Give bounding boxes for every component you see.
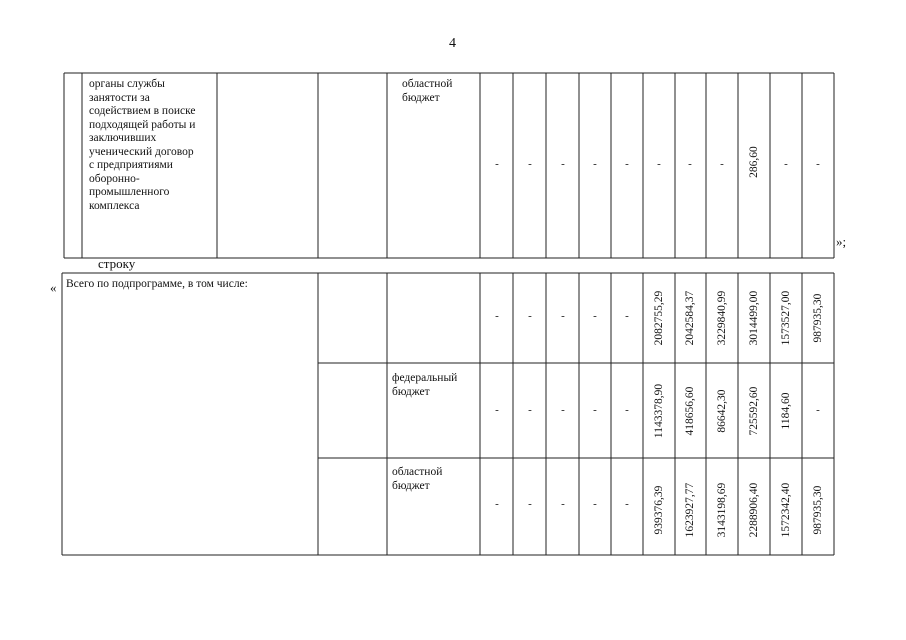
table2-row1-value: 2042584,37 (684, 290, 696, 346)
program-measure-description (89, 78, 195, 213)
table2-row2-dash: - (593, 404, 597, 416)
closing-quote-mark: »; (836, 234, 847, 249)
table1-value-dash: - (784, 158, 788, 170)
table2-row1-dash: - (495, 310, 499, 322)
source-line: областной (402, 78, 453, 90)
table2-row3-dash: - (593, 498, 597, 510)
table1-value-dash: - (528, 158, 532, 170)
table2-row2-dash: - (495, 404, 499, 416)
table2-row2-dash: - (816, 404, 820, 416)
funding-source-regional (392, 466, 442, 493)
description-line: занятости за (89, 91, 150, 104)
table2-row1-value: 2082755,29 (653, 290, 665, 346)
funding-source-regional (402, 78, 452, 105)
table2-row2-value: 725592,60 (748, 386, 760, 436)
description-line: с предприятиями (89, 159, 173, 171)
table2-row2-dash: - (528, 404, 532, 416)
table2-row3-value: 1623927,77 (684, 482, 696, 538)
table2-row3-value: 939376,39 (653, 485, 665, 535)
table2-row2-dash: - (561, 404, 565, 416)
source-line: бюджет (392, 385, 430, 398)
description-line: подходящей работы и (89, 118, 196, 131)
source-line: бюджет (402, 91, 440, 104)
description-line: комплекса (89, 199, 140, 212)
table1-value-dash: - (688, 158, 692, 170)
description-line: содействием в поиске (89, 105, 196, 117)
table2-row1-dash: - (561, 310, 565, 322)
connector-word: строку (98, 256, 136, 271)
table2-row1-value: 1573527,00 (780, 290, 792, 346)
description-line: органы службы (89, 78, 165, 90)
table1-value-dash: - (816, 158, 820, 170)
table1-value-dash: - (495, 158, 499, 170)
page-number: 4 (449, 36, 456, 51)
table2-row2-value: 1184,60 (780, 392, 792, 430)
table2-row2-value: 86642,30 (716, 389, 728, 433)
table2-row1-dash: - (625, 310, 629, 322)
table1-value-dash: - (561, 158, 565, 170)
table1-value-dash: - (625, 158, 629, 170)
source-line: бюджет (392, 479, 430, 492)
table1-value-dash: - (720, 158, 724, 170)
table2-row1-dash: - (593, 310, 597, 322)
table2-row3-dash: - (561, 498, 565, 510)
table1-value-dash: - (593, 158, 597, 170)
table2-row1-value: 3014499,00 (748, 290, 760, 346)
table2-row3-dash: - (495, 498, 499, 510)
table2-row2-value: 418656,60 (684, 386, 696, 436)
table2-row2-value: 1143378,90 (653, 383, 665, 439)
table2-row3-dash: - (625, 498, 629, 510)
table2-row1-dash: - (528, 310, 532, 322)
table2-row1-value: 987935,30 (812, 293, 824, 343)
description-line: заключивших (89, 132, 157, 144)
funding-source-federal (392, 372, 457, 399)
source-line: областной (392, 466, 443, 478)
description-line: оборонно- (89, 172, 140, 185)
table2-row3-value: 2288906,40 (748, 482, 760, 538)
table2-row3-dash: - (528, 498, 532, 510)
table2-row3-value: 1572342,40 (780, 482, 792, 538)
table2-row1-value: 3229840,99 (716, 290, 728, 346)
table2-row3-value: 987935,30 (812, 485, 824, 535)
table2-row3-value: 3143198,69 (716, 482, 728, 538)
source-line: федеральный (392, 372, 458, 384)
table1-value-number: 286,60 (748, 146, 760, 178)
opening-quote-mark: « (50, 280, 57, 295)
table2-row2-dash: - (625, 404, 629, 416)
description-line: промышленного (89, 186, 170, 198)
table1-value-dash: - (657, 158, 661, 170)
description-line: ученический договор (89, 145, 194, 158)
subprogram-total-title: Всего по подпрограмме, в том числе: (66, 278, 248, 290)
